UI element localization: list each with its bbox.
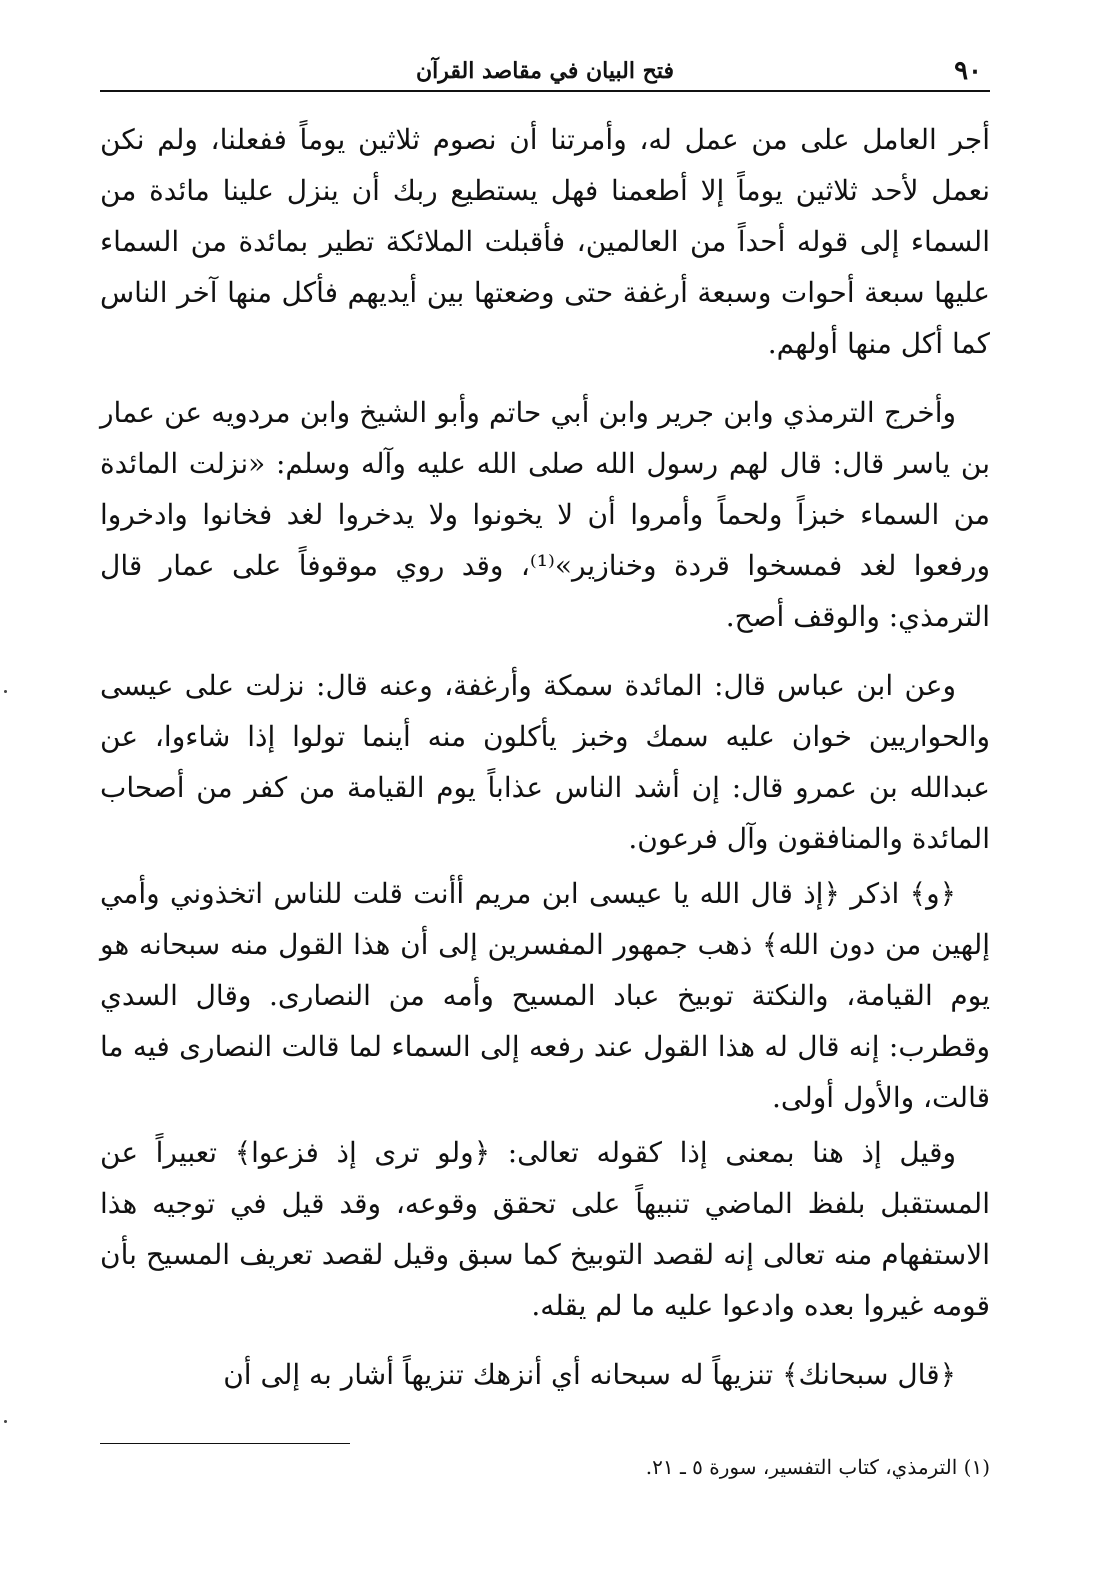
scan-speck bbox=[4, 1420, 7, 1423]
paragraph-1: أجر العامل على من عمل له، وأمرتنا أن نصوم ثلاثين يوماً ففعلنا، ولم نكن نعمل لأحد ثلاثين يوماً إلا أطعمنا فهل يستطيع ربك أن ينزل علينا مائدة من السماء إلى قوله أحداً من العالمين، فأقبلت الملائكة تطير بمائدة من السماء عليها سبعة أحوات وسبعة أرغفة حتى وضعتها بين أيديهم فأكل منها آخر الناس كما أكل منها أولهم. bbox=[100, 123, 990, 360]
paragraph-6: ﴿قال سبحانك﴾ تنزيهاً له سبحانه أي أنزهك تنزيهاً أشار به إلى أن bbox=[223, 1358, 956, 1391]
page-number: ٩٠ bbox=[954, 56, 982, 86]
book-page bbox=[100, 52, 990, 1418]
paragraph-4: ﴿و﴾ اذكر ﴿إذ قال الله يا عيسى ابن مريم أأنت قلت للناس اتخذوني وأمي إلهين من دون الله﴾ ذهب جمهور المفسرين إلى أن هذا القول منه سبحانه هو يوم القيامة، والنكتة توبيخ عباد المسيح وأمه من النصارى. وقال السدي وقطرب: إنه قال له هذا القول عند رفعه إلى السماء لما قالت النصارى فيه ما قالت، والأول أولى. bbox=[100, 877, 990, 1114]
scan-speck bbox=[4, 690, 7, 693]
paragraph-3: وعن ابن عباس قال: المائدة سمكة وأرغفة، وعنه قال: نزلت على عيسى والحواريين خوان عليه سمك وخبز يأكلون منه أينما تولوا إذا شاءوا، عن عبدالله بن عمرو قال: إن أشد الناس عذاباً يوم القيامة من كفر من أصحاب المائدة والمنافقون وآل فرعون. bbox=[100, 669, 990, 855]
footnote: (١) الترمذي، كتاب التفسير، سورة ٥ ـ ٢١. bbox=[645, 1455, 990, 1479]
paragraph-2: وأخرج الترمذي وابن جرير وابن أبي حاتم وأبو الشيخ وابن مردويه عن عمار بن ياسر قال: قال لهم رسول الله صلى الله عليه وآله وسلم: «نزلت المائدة من السماء خبزاً ولحماً وأمروا أن لا يخونوا ولا يدخروا لغد فخانوا وادخروا ورفعوا لغد فمسخوا قردة وخنازير»⁽¹⁾، وقد روي موقوفاً على عمار قال الترمذي: والوقف أصح. bbox=[100, 396, 990, 633]
page-header bbox=[100, 52, 990, 92]
running-title: فتح البيان في مقاصد القرآن bbox=[416, 58, 674, 84]
paragraph-5: وقيل إذ هنا بمعنى إذا كقوله تعالى: ﴿ولو ترى إذ فزعوا﴾ تعبيراً عن المستقبل بلفظ الماضي تنبيهاً على تحقق وقوعه، وقد قيل في توجيه هذا الاستفهام منه تعالى إنه لقصد التوبيخ كما سبق وقيل لقصد تعريف المسيح بأن قومه غيروا بعده وادعوا عليه ما لم يقله. bbox=[100, 1136, 990, 1322]
body-text bbox=[100, 114, 990, 1400]
footnote-divider bbox=[100, 1443, 350, 1444]
